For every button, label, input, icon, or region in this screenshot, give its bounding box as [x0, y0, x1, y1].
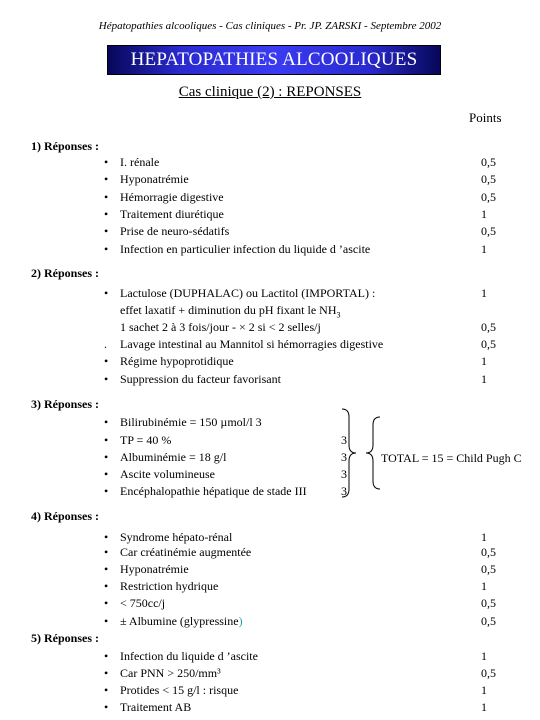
bullet-marker: • — [104, 579, 109, 593]
section-4-title: 4) Réponses : — [31, 509, 99, 523]
answer-item: Suppression du facteur favorisant — [120, 372, 281, 386]
bullet-marker: . — [104, 337, 107, 351]
answer-item: Encéphalopathie hépatique de stade III — [120, 484, 307, 498]
bullet-marker: • — [104, 545, 109, 559]
answer-points: 0,5 — [481, 545, 496, 559]
answer-points: 1 — [481, 579, 487, 593]
bullet-marker: • — [104, 562, 109, 576]
subtitle: Cas clinique (2) : REPONSES — [178, 84, 362, 100]
answer-points: 0,5 — [481, 337, 496, 351]
answer-points: 1 — [481, 372, 487, 386]
answer-item: Hémorragie digestive — [120, 190, 224, 204]
answer-points: 1 — [481, 207, 487, 221]
answer-item: Hyponatrémie — [120, 172, 189, 186]
banner-title: HEPATOPATHIES ALCOOLIQUES — [107, 45, 441, 75]
answer-item: Albuminémie = 18 g/l — [120, 450, 227, 464]
answer-item: Restriction hydrique — [120, 579, 219, 593]
answer-points: 1 — [481, 649, 487, 663]
answer-item: Traitement diurétique — [120, 207, 224, 221]
bullet-marker: • — [104, 155, 109, 169]
answer-points: 3 — [341, 467, 347, 481]
answer-points: 0,5 — [481, 596, 496, 610]
answer-points: 0,5 — [481, 190, 496, 204]
bullet-marker: • — [104, 666, 109, 680]
bullet-marker: • — [104, 190, 109, 204]
answer-points: 1 — [481, 683, 487, 697]
bullet-marker: • — [104, 596, 109, 610]
answer-item: Ascite volumineuse — [120, 467, 215, 481]
answer-item: Lactulose (DUPHALAC) ou Lactitol (IMPORTAL) : — [120, 286, 376, 300]
answer-item: Car PNN > 250/mm³ — [120, 666, 221, 680]
bullet-marker: • — [104, 433, 109, 447]
bullet-marker: • — [104, 354, 109, 368]
answer-item: Lavage intestinal au Mannitol si hémorragies digestive — [120, 337, 384, 351]
answer-item: TP = 40 % — [120, 433, 172, 447]
section-2-title: 2) Réponses : — [31, 266, 99, 280]
bullet-marker: • — [104, 372, 109, 386]
answer-item: Car créatinémie augmentée — [120, 545, 252, 559]
answer-points: 0,5 — [481, 666, 496, 680]
answer-item: Infection en particulier infection du liquide d ’ascite — [120, 242, 371, 256]
answer-item: I. rénale — [120, 155, 160, 169]
closing-parenthesis: ) — [238, 614, 243, 628]
answer-points: 1 — [481, 530, 487, 544]
answer-points: 3 — [341, 484, 347, 498]
answer-points: 0,5 — [481, 614, 496, 628]
answer-item — [120, 614, 243, 629]
section-5-title: 5) Réponses : — [31, 631, 99, 645]
bullet-marker: • — [104, 649, 109, 663]
answer-item: Prise de neuro-sédatifs — [120, 224, 230, 238]
bullet-marker: • — [104, 700, 109, 714]
answer-points: 0,5 — [481, 172, 496, 186]
answer-points: 1 — [481, 242, 487, 256]
answer-item: Bilirubinémie = 150 µmol/l 3 — [120, 415, 262, 429]
bullet-marker: • — [104, 614, 109, 628]
bullet-marker: • — [104, 484, 109, 498]
bullet-marker: • — [104, 683, 109, 697]
total-score: TOTAL = 15 = Child Pugh C — [381, 451, 522, 465]
answer-item: Protides < 15 g/l : risque — [120, 683, 239, 697]
answer-item: Hyponatrémie — [120, 562, 189, 576]
bullet-marker: • — [104, 450, 109, 464]
answer-points: 3 — [341, 433, 347, 447]
bullet-marker: • — [104, 172, 109, 186]
section-3-title: 3) Réponses : — [31, 397, 99, 411]
answer-points: 0,5 — [481, 155, 496, 169]
curly-brace-icon — [340, 407, 382, 499]
answer-points: 1 — [481, 286, 487, 300]
answer-points: 1 — [481, 700, 487, 714]
answer-item: Infection du liquide d ’ascite — [120, 649, 258, 663]
answer-points: 0,5 — [481, 320, 496, 334]
answer-points: 0,5 — [481, 224, 496, 238]
points-column-header: Points — [469, 110, 502, 125]
answer-item: Traitement AB — [120, 700, 192, 714]
answer-item-continuation: 1 sachet 2 à 3 fois/jour - × 2 si < 2 selles/j — [120, 320, 321, 334]
bullet-marker: • — [104, 415, 109, 429]
section-1-title: 1) Réponses : — [31, 139, 99, 153]
subscript: 3 — [336, 310, 341, 320]
answer-text: ± Albumine (glypressine — [120, 614, 239, 628]
bullet-marker: • — [104, 286, 109, 300]
answer-item-continuation — [120, 303, 341, 319]
answer-item: Syndrome hépato-rénal — [120, 530, 233, 544]
document-header: Hépatopathies alcooliques - Cas cliniques - Pr. JP. ZARSKI - Septembre 2002 — [98, 20, 442, 32]
bullet-marker: • — [104, 242, 109, 256]
answer-text: effet laxatif + diminution du pH fixant le NH — [120, 303, 337, 317]
bullet-marker: • — [104, 224, 109, 238]
bullet-marker: • — [104, 467, 109, 481]
answer-item: Régime hypoprotidique — [120, 354, 234, 368]
bullet-marker: • — [104, 207, 109, 221]
answer-points: 1 — [481, 354, 487, 368]
answer-points: 0,5 — [481, 562, 496, 576]
answer-points: 3 — [341, 450, 347, 464]
answer-item: < 750cc/j — [120, 596, 166, 610]
bullet-marker: • — [104, 530, 109, 544]
